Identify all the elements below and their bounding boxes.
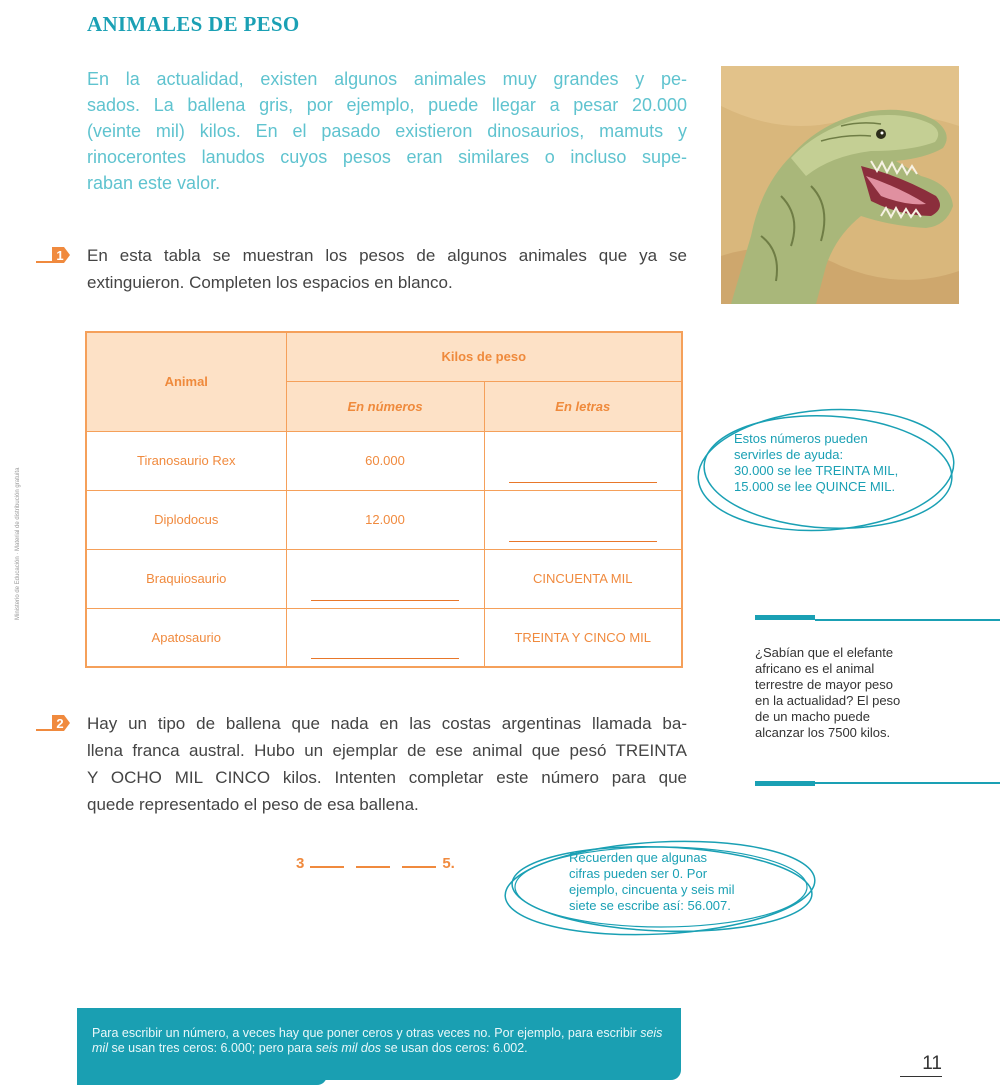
fact-box bbox=[755, 615, 1000, 786]
animal-name: Diplodocus bbox=[86, 490, 286, 549]
question-number-badge bbox=[36, 713, 70, 733]
bubble-line: Recuerden que algunas bbox=[569, 850, 708, 865]
tip-emphasis: seis mil bbox=[92, 1026, 663, 1055]
question-line: En esta tabla se muestran los pesos de algunos animales que ya se bbox=[87, 246, 687, 265]
tip-part: Para escribir un número, a veces hay que poner ceros y otras veces no. Por ejemplo, para escribir bbox=[92, 1026, 641, 1040]
dinosaur-illustration bbox=[721, 66, 959, 304]
animal-name: Apatosaurio bbox=[86, 608, 286, 667]
question-line: Y OCHO MIL CINCO kilos. Intenten completar este número para que bbox=[87, 768, 687, 787]
bubble-line: 30.000 se lee TREINTA MIL, bbox=[734, 463, 899, 478]
intro-line: (veinte mil) kilos. En el pasado existieron dinosaurios, mamuts y bbox=[87, 121, 687, 141]
answer-blank[interactable] bbox=[311, 579, 459, 601]
table-row bbox=[86, 490, 682, 549]
answer-first-digit: 3 bbox=[296, 855, 305, 872]
fact-line: africano es el animal bbox=[755, 661, 875, 676]
tip-text bbox=[92, 1026, 672, 1056]
tip-part: se usan tres ceros: 6.000; pero para bbox=[107, 1041, 316, 1055]
fact-line: en la actualidad? El peso bbox=[755, 693, 901, 708]
fact-line: de un macho puede bbox=[755, 709, 870, 724]
weight-numbers-cell bbox=[286, 549, 484, 608]
side-credit bbox=[15, 380, 27, 620]
page-title: ANIMALES DE PESO bbox=[87, 12, 300, 36]
table-row bbox=[86, 549, 682, 608]
weight-numbers-cell bbox=[286, 608, 484, 667]
weight-numbers: 60.000 bbox=[286, 431, 484, 490]
fact-top-bar bbox=[755, 615, 815, 620]
bubble-line: cifras pueden ser 0. Por bbox=[569, 866, 708, 881]
question-1-text bbox=[87, 242, 687, 296]
table-row bbox=[86, 431, 682, 490]
weight-letters-cell bbox=[484, 490, 682, 549]
answer-blank[interactable] bbox=[311, 637, 459, 659]
tip-part: se usan dos ceros: 6.002. bbox=[381, 1041, 528, 1055]
page-number: 11 bbox=[900, 1053, 942, 1077]
answer-blank[interactable] bbox=[509, 520, 657, 542]
question-2-text bbox=[87, 710, 687, 818]
bubble-line: Estos números pueden bbox=[734, 431, 868, 446]
question-line: Hay un tipo de ballena que nada en las costas argentinas llamada ba- bbox=[87, 714, 687, 733]
question-number-badge bbox=[36, 245, 70, 265]
intro-paragraph bbox=[87, 66, 687, 196]
column-header-group: Kilos de peso bbox=[286, 332, 682, 381]
intro-line: sados. La ballena gris, por ejemplo, puede llegar a pesar 20.000 bbox=[87, 95, 687, 115]
fact-line: ¿Sabían que el elefante bbox=[755, 645, 894, 660]
weight-numbers: 12.000 bbox=[286, 490, 484, 549]
question-line: llena franca austral. Hubo un ejemplar de ese animal que pesó TREINTA bbox=[87, 741, 687, 760]
tip-emphasis: seis mil dos bbox=[315, 1041, 382, 1055]
intro-line: En la actualidad, existen algunos animales muy grandes y pe- bbox=[87, 69, 687, 89]
side-credit-text: Ministerio de Educación · Material de distribución gratuita bbox=[15, 467, 21, 620]
column-header-animal: Animal bbox=[86, 332, 286, 431]
fact-bottom-rule bbox=[815, 782, 1000, 784]
bubble-line: ejemplo, cincuenta y seis mil bbox=[569, 882, 735, 897]
answer-number bbox=[296, 855, 455, 872]
bubble-line: siete se escribe así: 56.007. bbox=[569, 898, 731, 913]
hint-bubble-text bbox=[734, 431, 898, 495]
bubble-line: servirles de ayuda: bbox=[734, 447, 844, 462]
weight-letters: CINCUENTA MIL bbox=[484, 549, 682, 608]
weight-letters-cell bbox=[484, 431, 682, 490]
fact-text bbox=[755, 645, 970, 741]
table-row bbox=[86, 608, 682, 667]
intro-line: rinocerontes lanudos cuyos pesos eran similares o incluso supe- bbox=[87, 147, 687, 167]
digit-blank[interactable] bbox=[402, 866, 436, 868]
question-line: quede representado el peso de esa ballena. bbox=[87, 795, 419, 814]
digit-blank[interactable] bbox=[356, 866, 390, 868]
animal-weights-table bbox=[85, 331, 683, 668]
hint-bubble-text bbox=[569, 850, 734, 914]
fact-line: terrestre de mayor peso bbox=[755, 677, 894, 692]
fact-top-rule bbox=[815, 619, 1000, 621]
tip-box bbox=[77, 1008, 681, 1080]
animal-name: Braquiosaurio bbox=[86, 549, 286, 608]
fact-bottom-bar bbox=[755, 781, 815, 786]
animal-name: Tiranosaurio Rex bbox=[86, 431, 286, 490]
answer-last-digit: 5. bbox=[442, 855, 455, 872]
column-header-letters: En letras bbox=[484, 381, 682, 431]
question-number: 2 bbox=[56, 716, 64, 731]
question-line: extinguieron. Completen los espacios en blanco. bbox=[87, 273, 453, 292]
digit-blank[interactable] bbox=[310, 866, 344, 868]
weight-letters: TREINTA Y CINCO MIL bbox=[484, 608, 682, 667]
question-number: 1 bbox=[56, 248, 64, 263]
column-header-numbers: En números bbox=[286, 381, 484, 431]
fact-line: alcanzar los 7500 kilos. bbox=[755, 725, 891, 740]
bubble-line: 15.000 se lee QUINCE MIL. bbox=[734, 479, 896, 494]
intro-line: raban este valor. bbox=[87, 173, 221, 193]
answer-blank[interactable] bbox=[509, 461, 657, 483]
